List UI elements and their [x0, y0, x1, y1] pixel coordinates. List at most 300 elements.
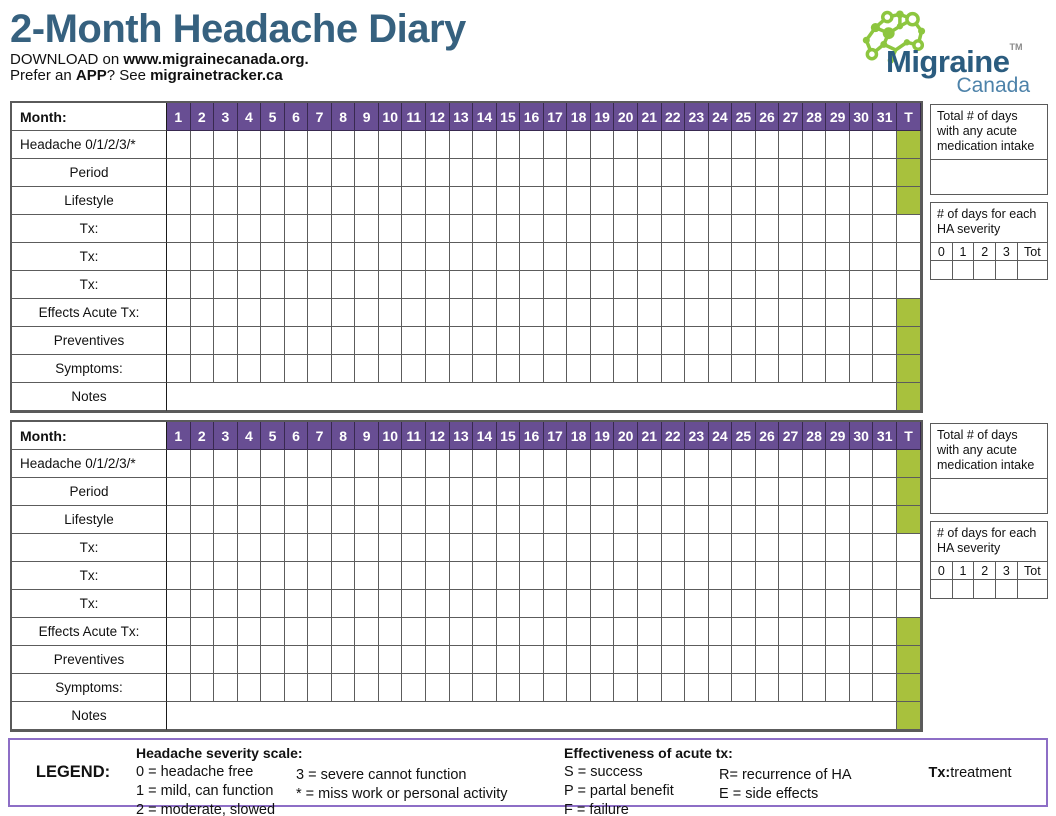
- day-cell: [167, 355, 191, 383]
- day-cell: [332, 674, 356, 702]
- day-cell: [685, 506, 709, 534]
- day-cell: [803, 271, 827, 299]
- day-cell: [261, 590, 285, 618]
- day-cell: [426, 159, 450, 187]
- day-cell: [238, 131, 262, 159]
- day-cell: [308, 534, 332, 562]
- day-cell: [591, 243, 615, 271]
- day-cell: [591, 618, 615, 646]
- day-cell: [379, 618, 403, 646]
- day-cell: [191, 355, 215, 383]
- day-cell: [473, 187, 497, 215]
- day-cell: [285, 674, 309, 702]
- day-cell: [732, 187, 756, 215]
- day-cell: [732, 646, 756, 674]
- day-cell: [167, 327, 191, 355]
- download-prefix: DOWNLOAD on: [10, 51, 124, 68]
- day-cell: [332, 646, 356, 674]
- day-cell: [803, 131, 827, 159]
- day-cell: [191, 562, 215, 590]
- total-cell: [897, 215, 921, 243]
- day-header-cell: 2: [191, 103, 215, 131]
- day-cell: [567, 562, 591, 590]
- day-cell: [638, 355, 662, 383]
- day-cell: [520, 590, 544, 618]
- day-cell: [402, 243, 426, 271]
- total-cell: [897, 534, 921, 562]
- day-cell: [614, 131, 638, 159]
- day-cell: [167, 131, 191, 159]
- day-cell: [803, 327, 827, 355]
- day-cell: [520, 299, 544, 327]
- day-cell: [261, 674, 285, 702]
- day-cell: [567, 243, 591, 271]
- day-cell: [308, 562, 332, 590]
- day-cell: [544, 327, 568, 355]
- day-cell: [873, 299, 897, 327]
- acute-medication-label: Total # of days with any acute medication intake: [931, 424, 1047, 479]
- day-header-cell: 20: [614, 103, 638, 131]
- day-cell: [426, 355, 450, 383]
- day-cell: [261, 131, 285, 159]
- day-header-cell: 9: [355, 103, 379, 131]
- day-cell: [850, 327, 874, 355]
- day-cell: [379, 534, 403, 562]
- day-cell: [614, 159, 638, 187]
- day-cell: [497, 450, 521, 478]
- day-cell: [191, 618, 215, 646]
- month-1-section: [10, 101, 1056, 413]
- diary-table-month-1: [10, 101, 923, 413]
- total-cell: [897, 187, 921, 215]
- day-cell: [497, 215, 521, 243]
- legend-title: LEGEND:: [35, 763, 111, 781]
- day-cell: [308, 271, 332, 299]
- tx-meaning: treatment: [950, 764, 1012, 781]
- day-cell: [238, 215, 262, 243]
- day-cell: [450, 674, 474, 702]
- severity-entry-cell: [996, 580, 1018, 598]
- acute-medication-entry: [931, 160, 1047, 194]
- day-cell: [614, 478, 638, 506]
- day-cell: [191, 646, 215, 674]
- month-1-side-boxes: [930, 101, 1050, 413]
- month-label-cell: Month:: [12, 422, 167, 450]
- day-header-cell: 27: [779, 103, 803, 131]
- day-cell: [191, 215, 215, 243]
- day-cell: [567, 159, 591, 187]
- day-cell: [779, 450, 803, 478]
- day-cell: [779, 271, 803, 299]
- day-cell: [685, 478, 709, 506]
- day-cell: [662, 271, 686, 299]
- day-cell: [473, 271, 497, 299]
- day-cell: [662, 299, 686, 327]
- day-cell: [191, 299, 215, 327]
- day-header-cell: 26: [756, 103, 780, 131]
- day-cell: [662, 355, 686, 383]
- day-cell: [473, 159, 497, 187]
- day-cell: [520, 215, 544, 243]
- day-cell: [238, 299, 262, 327]
- day-header-cell: 24: [709, 422, 733, 450]
- day-cell: [685, 327, 709, 355]
- app-mid: ? See: [106, 67, 151, 84]
- day-cell: [638, 674, 662, 702]
- day-cell: [826, 646, 850, 674]
- day-cell: [332, 187, 356, 215]
- day-cell: [261, 271, 285, 299]
- day-cell: [167, 478, 191, 506]
- severity-header-tot: Tot: [1018, 562, 1047, 580]
- day-cell: [803, 215, 827, 243]
- day-header-cell: 21: [638, 103, 662, 131]
- day-cell: [591, 646, 615, 674]
- day-cell: [379, 299, 403, 327]
- day-cell: [355, 187, 379, 215]
- day-cell: [779, 299, 803, 327]
- day-cell: [520, 534, 544, 562]
- day-cell: [285, 534, 309, 562]
- effectiveness-col1: [564, 763, 719, 816]
- day-cell: [544, 243, 568, 271]
- day-cell: [426, 646, 450, 674]
- day-cell: [756, 618, 780, 646]
- day-cell: [779, 534, 803, 562]
- day-header-cell: 14: [473, 103, 497, 131]
- day-cell: [214, 646, 238, 674]
- day-header-cell: 19: [591, 103, 615, 131]
- day-cell: [614, 590, 638, 618]
- day-cell: [497, 327, 521, 355]
- row-label: Tx:: [12, 534, 167, 562]
- day-cell: [355, 131, 379, 159]
- day-header-cell: 16: [520, 422, 544, 450]
- day-cell: [638, 590, 662, 618]
- day-cell: [426, 506, 450, 534]
- app-line: [10, 68, 466, 84]
- severity-header-1: 1: [953, 243, 975, 261]
- day-cell: [662, 478, 686, 506]
- day-header-cell: 2: [191, 422, 215, 450]
- day-cell: [473, 618, 497, 646]
- day-cell: [473, 674, 497, 702]
- day-cell: [591, 674, 615, 702]
- day-cell: [709, 534, 733, 562]
- day-cell: [873, 534, 897, 562]
- day-cell: [261, 646, 285, 674]
- day-cell: [379, 215, 403, 243]
- day-cell: [167, 450, 191, 478]
- day-cell: [332, 271, 356, 299]
- day-cell: [214, 590, 238, 618]
- logo-canada-text: Canada: [956, 74, 1030, 97]
- day-cell: [191, 327, 215, 355]
- day-cell: [685, 618, 709, 646]
- day-cell: [426, 299, 450, 327]
- day-header-cell: 31: [873, 103, 897, 131]
- day-cell: [214, 450, 238, 478]
- row-label: Headache 0/1/2/3/*: [12, 131, 167, 159]
- day-cell: [473, 215, 497, 243]
- severity-scale-col1: [136, 763, 296, 816]
- day-header-cell: 10: [379, 103, 403, 131]
- day-cell: [850, 534, 874, 562]
- day-cell: [520, 131, 544, 159]
- day-cell: [614, 215, 638, 243]
- day-cell: [685, 299, 709, 327]
- severity-header-3: 3: [996, 243, 1018, 261]
- app-url: migrainetracker.ca: [150, 67, 283, 84]
- month-2-side-boxes: [930, 420, 1050, 732]
- day-cell: [261, 618, 285, 646]
- day-cell: [662, 590, 686, 618]
- day-cell: [402, 187, 426, 215]
- day-cell: [614, 450, 638, 478]
- day-cell: [214, 355, 238, 383]
- day-cell: [756, 646, 780, 674]
- day-cell: [709, 355, 733, 383]
- day-cell: [732, 159, 756, 187]
- row-label: Notes: [12, 702, 167, 730]
- day-header-cell: 8: [332, 422, 356, 450]
- day-cell: [402, 271, 426, 299]
- day-cell: [826, 618, 850, 646]
- day-cell: [520, 327, 544, 355]
- day-cell: [591, 327, 615, 355]
- day-cell: [402, 590, 426, 618]
- legend-item: 2 = moderate, slowed: [136, 802, 276, 816]
- day-cell: [873, 562, 897, 590]
- day-cell: [756, 506, 780, 534]
- day-cell: [497, 271, 521, 299]
- day-cell: [732, 506, 756, 534]
- day-cell: [756, 590, 780, 618]
- day-header-cell: 26: [756, 422, 780, 450]
- day-cell: [779, 159, 803, 187]
- day-cell: [238, 450, 262, 478]
- day-header-cell: 7: [308, 103, 332, 131]
- day-cell: [191, 478, 215, 506]
- severity-header-0: 0: [931, 243, 953, 261]
- day-cell: [191, 674, 215, 702]
- day-cell: [803, 618, 827, 646]
- day-cell: [709, 187, 733, 215]
- day-cell: [638, 478, 662, 506]
- day-header-cell: 3: [214, 103, 238, 131]
- day-header-cell: 25: [732, 422, 756, 450]
- day-cell: [756, 450, 780, 478]
- day-header-cell: 11: [402, 422, 426, 450]
- day-cell: [591, 299, 615, 327]
- day-header-cell: 25: [732, 103, 756, 131]
- day-cell: [308, 159, 332, 187]
- day-cell: [379, 243, 403, 271]
- day-cell: [261, 355, 285, 383]
- day-cell: [214, 131, 238, 159]
- day-cell: [450, 131, 474, 159]
- day-cell: [756, 299, 780, 327]
- day-cell: [261, 243, 285, 271]
- day-cell: [709, 562, 733, 590]
- day-cell: [214, 562, 238, 590]
- day-cell: [355, 271, 379, 299]
- day-cell: [756, 478, 780, 506]
- day-header-cell: 1: [167, 422, 191, 450]
- acute-medication-box: [930, 104, 1048, 195]
- row-label: Lifestyle: [12, 506, 167, 534]
- day-cell: [285, 131, 309, 159]
- day-cell: [544, 159, 568, 187]
- total-cell: [897, 383, 921, 411]
- day-header-cell: 22: [662, 422, 686, 450]
- day-cell: [638, 159, 662, 187]
- day-cell: [756, 534, 780, 562]
- day-cell: [850, 478, 874, 506]
- day-cell: [402, 131, 426, 159]
- row-label: Effects Acute Tx:: [12, 299, 167, 327]
- day-cell: [214, 271, 238, 299]
- day-cell: [191, 534, 215, 562]
- day-cell: [497, 590, 521, 618]
- day-cell: [732, 243, 756, 271]
- day-cell: [662, 215, 686, 243]
- day-cell: [191, 590, 215, 618]
- day-cell: [803, 590, 827, 618]
- day-cell: [826, 562, 850, 590]
- day-cell: [567, 618, 591, 646]
- severity-entry-cell: [996, 261, 1018, 279]
- day-cell: [685, 674, 709, 702]
- day-cell: [238, 646, 262, 674]
- day-cell: [450, 618, 474, 646]
- day-cell: [355, 534, 379, 562]
- day-cell: [402, 534, 426, 562]
- day-cell: [544, 674, 568, 702]
- day-cell: [591, 478, 615, 506]
- day-header-cell: 4: [238, 103, 262, 131]
- day-cell: [709, 299, 733, 327]
- day-cell: [520, 450, 544, 478]
- day-cell: [685, 215, 709, 243]
- day-cell: [332, 478, 356, 506]
- day-cell: [520, 506, 544, 534]
- day-cell: [591, 506, 615, 534]
- day-cell: [473, 243, 497, 271]
- total-cell: [897, 299, 921, 327]
- day-cell: [450, 590, 474, 618]
- day-cell: [662, 243, 686, 271]
- day-cell: [544, 646, 568, 674]
- day-cell: [285, 646, 309, 674]
- day-cell: [450, 327, 474, 355]
- day-cell: [779, 618, 803, 646]
- day-cell: [308, 187, 332, 215]
- day-cell: [450, 562, 474, 590]
- day-cell: [638, 243, 662, 271]
- day-cell: [662, 646, 686, 674]
- day-cell: [638, 131, 662, 159]
- day-cell: [238, 534, 262, 562]
- day-cell: [779, 131, 803, 159]
- day-cell: [473, 450, 497, 478]
- day-cell: [520, 271, 544, 299]
- day-cell: [379, 159, 403, 187]
- row-label: Effects Acute Tx:: [12, 618, 167, 646]
- day-cell: [732, 327, 756, 355]
- day-cell: [426, 618, 450, 646]
- day-cell: [662, 450, 686, 478]
- total-cell: [897, 646, 921, 674]
- day-cell: [732, 618, 756, 646]
- severity-entry-cell: [953, 580, 975, 598]
- day-header-cell: 28: [803, 422, 827, 450]
- day-cell: [662, 187, 686, 215]
- day-cell: [709, 243, 733, 271]
- day-cell: [873, 646, 897, 674]
- day-cell: [544, 478, 568, 506]
- day-cell: [261, 478, 285, 506]
- day-cell: [732, 534, 756, 562]
- day-cell: [756, 562, 780, 590]
- total-header-cell: T: [897, 103, 921, 131]
- month-label-cell: Month:: [12, 103, 167, 131]
- logo-migraine-text: Migraine: [886, 44, 1010, 79]
- day-cell: [662, 534, 686, 562]
- day-header-cell: 16: [520, 103, 544, 131]
- day-cell: [450, 159, 474, 187]
- day-cell: [450, 450, 474, 478]
- day-cell: [756, 327, 780, 355]
- legend-item: 1 = mild, can function: [136, 783, 274, 799]
- day-cell: [614, 271, 638, 299]
- day-header-cell: 11: [402, 103, 426, 131]
- day-header-cell: 27: [779, 422, 803, 450]
- day-cell: [261, 159, 285, 187]
- day-cell: [826, 215, 850, 243]
- day-header-cell: 17: [544, 103, 568, 131]
- day-cell: [332, 506, 356, 534]
- day-cell: [826, 299, 850, 327]
- day-cell: [238, 187, 262, 215]
- day-cell: [685, 355, 709, 383]
- day-cell: [497, 646, 521, 674]
- tx-abbrev: Tx:: [928, 764, 951, 781]
- day-cell: [709, 506, 733, 534]
- day-cell: [567, 450, 591, 478]
- day-cell: [803, 159, 827, 187]
- day-cell: [191, 450, 215, 478]
- day-cell: [826, 450, 850, 478]
- day-cell: [826, 327, 850, 355]
- day-header-cell: 23: [685, 103, 709, 131]
- row-label: Tx:: [12, 271, 167, 299]
- day-cell: [191, 271, 215, 299]
- day-header-cell: 30: [850, 103, 874, 131]
- day-cell: [756, 187, 780, 215]
- day-header-cell: 4: [238, 422, 262, 450]
- day-cell: [567, 215, 591, 243]
- day-cell: [167, 562, 191, 590]
- day-cell: [803, 187, 827, 215]
- day-cell: [591, 131, 615, 159]
- legend-tx-definition: [894, 745, 1046, 800]
- day-cell: [567, 646, 591, 674]
- day-cell: [614, 618, 638, 646]
- month-2-section: [10, 420, 1056, 732]
- row-label: Lifestyle: [12, 187, 167, 215]
- acute-medication-label: Total # of days with any acute medication intake: [931, 105, 1047, 160]
